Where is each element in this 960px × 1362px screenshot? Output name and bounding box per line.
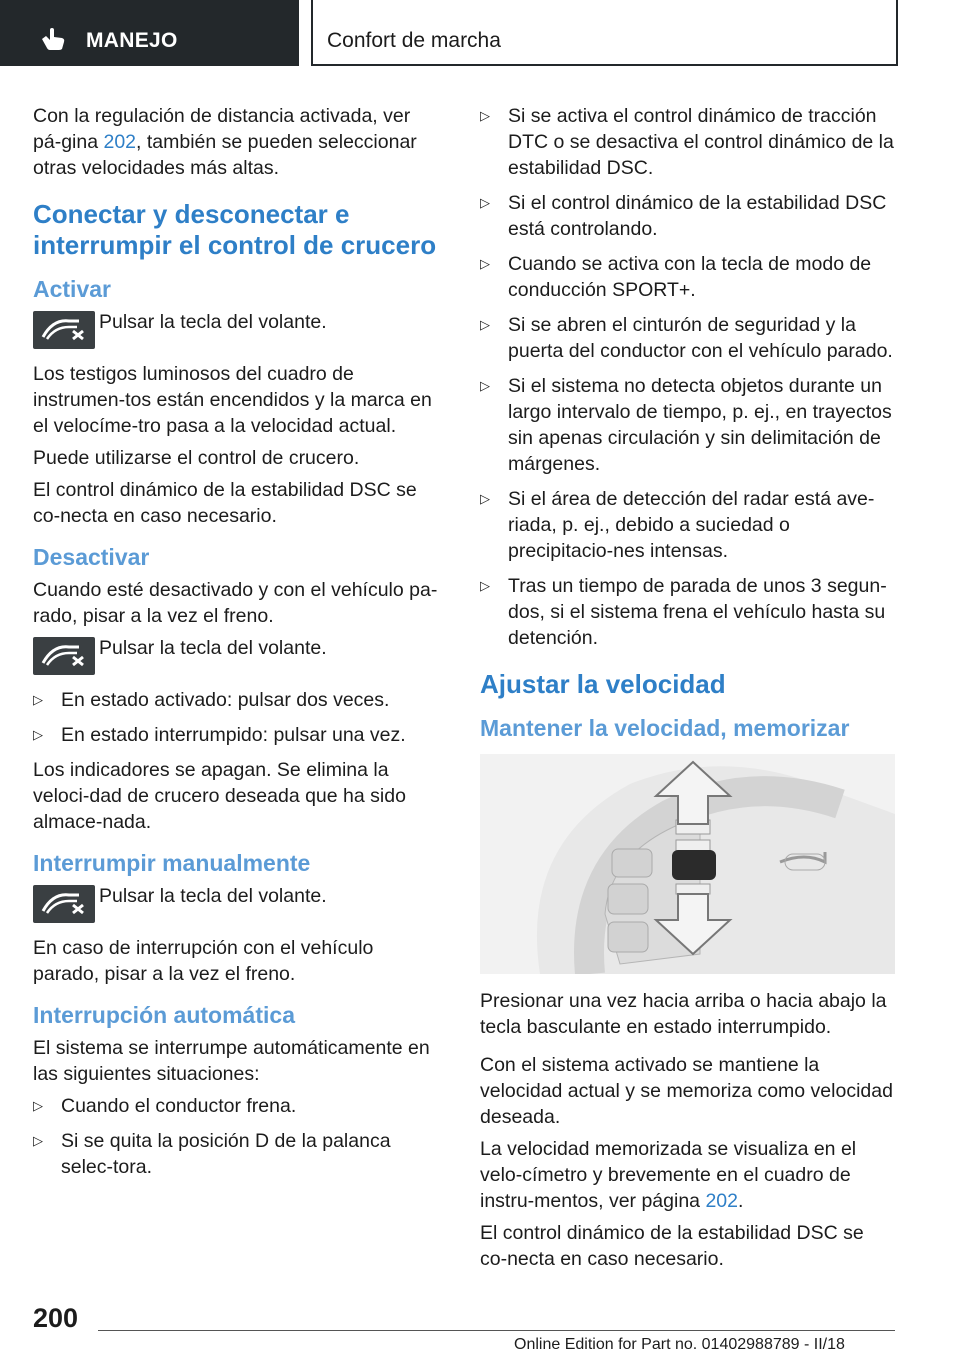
mantener-paragraph-3 (480, 1136, 896, 1214)
activar-paragraph-1: Los testigos luminosos del cuadro de instrumen-tos están encendidos y la marca en el velocíme-tro pasa a la velocidad actual. (33, 363, 432, 437)
cruise-control-key-icon (33, 311, 95, 349)
footer-edition: Online Edition for Part no. 01402988789 - II/18 (514, 1336, 845, 1353)
triangle-bullet-icon: ▷ (480, 108, 490, 123)
auto-paragraph: El sistema se interrumpe automáticamente en las siguientes situaciones: (33, 1037, 430, 1085)
hand-pointer-icon (40, 27, 66, 51)
triangle-bullet-icon: ▷ (480, 195, 490, 210)
list-item-text: Si el control dinámico de la estabilidad DSC está controlando. (508, 192, 887, 240)
right-column (480, 103, 896, 1278)
header-chapter-box (311, 0, 898, 66)
triangle-bullet-icon: ▷ (480, 317, 490, 332)
heading-mantener: Mantener la velocidad, memorizar (480, 715, 850, 741)
steering-wheel-illustration (480, 754, 895, 974)
list-item-text: En estado activado: pulsar dos veces. (61, 689, 390, 711)
list-item-text: Cuando se activa con la tecla de modo de conducción SPORT+. (508, 253, 872, 301)
list-item-text: Si se activa el control dinámico de tracción DTC o se desactiva el control dinámico de la estabilidad DSC. (508, 105, 894, 179)
key-instruction-desactivar (33, 635, 443, 675)
auto-list-right (480, 103, 896, 651)
activar-paragraph-2: Puede utilizarse el control de crucero. (33, 447, 360, 469)
triangle-bullet-icon: ▷ (33, 727, 43, 742)
footer-divider (98, 1330, 895, 1331)
key-instruction-text: Pulsar la tecla del volante. (99, 637, 327, 659)
heading-ajustar: Ajustar la velocidad (480, 669, 726, 699)
list-item (480, 312, 896, 364)
list-item-text: Si el área de detección del radar está ave-riada, p. ej., debido a suciedad o precipitacio-nes intensas. (508, 488, 875, 562)
list-item (480, 486, 896, 564)
triangle-bullet-icon: ▷ (33, 1133, 43, 1148)
mantener-paragraph-1: Presionar una vez hacia arriba o hacia abajo la tecla basculante en estado interrumpido. (480, 990, 887, 1038)
list-item (33, 687, 443, 713)
triangle-bullet-icon: ▷ (480, 256, 490, 271)
list-item-text: Tras un tiempo de parada de unos 3 segun-dos, si el sistema frena el vehículo hasta su detención. (508, 575, 887, 649)
mantener-paragraph-4: El control dinámico de la estabilidad DSC se co-necta en caso necesario. (480, 1222, 864, 1270)
triangle-bullet-icon: ▷ (33, 692, 43, 707)
heading-interrumpir: Interrumpir manualmente (33, 850, 311, 876)
heading-desactivar: Desactivar (33, 544, 150, 570)
list-item-text: Si se abren el cinturón de seguridad y la puerta del conductor con el vehículo parado. (508, 314, 893, 362)
heading-conectar: Conectar y desconectar e interrumpir el control de crucero (33, 199, 437, 260)
list-item (480, 190, 896, 242)
list-item-text: Cuando el conductor frena. (61, 1095, 297, 1117)
triangle-bullet-icon: ▷ (480, 578, 490, 593)
page-link[interactable]: 202 (705, 1190, 738, 1212)
list-item (480, 103, 896, 181)
paragraph-text: La velocidad memorizada se visualiza en el velo-címetro y brevemente en el cuadro de instru-mentos, ver página (480, 1138, 857, 1212)
list-item (480, 573, 896, 651)
list-item-text: Si se quita la posición D de la palanca selec-tora. (61, 1130, 391, 1178)
list-item (33, 722, 443, 748)
heading-interrupcion-automatica: Interrupción automática (33, 1002, 295, 1028)
intro-text-2: gina (61, 131, 104, 153)
list-item (480, 251, 896, 303)
intro-text-1: Con la regulación de distancia activada, ver pá- (33, 105, 411, 153)
key-instruction-activar (33, 309, 443, 349)
page-number: 200 (33, 1303, 79, 1333)
list-item (33, 1128, 443, 1180)
list-item (480, 373, 896, 477)
mantener-paragraph-2: Con el sistema activado se mantiene la velocidad actual y se memoriza como velocidad deseada. (480, 1054, 893, 1128)
triangle-bullet-icon: ▷ (33, 1098, 43, 1113)
cruise-control-key-icon (33, 637, 95, 675)
interrumpir-paragraph: En caso de interrupción con el vehículo parado, pisar a la vez el freno. (33, 937, 374, 985)
left-column (33, 103, 443, 1189)
cruise-control-key-icon (33, 885, 95, 923)
activar-paragraph-3: El control dinámico de la estabilidad DSC se co-necta en caso necesario. (33, 479, 417, 527)
triangle-bullet-icon: ▷ (480, 378, 490, 393)
list-item (33, 1093, 443, 1119)
auto-list-left (33, 1093, 443, 1180)
intro-text-3: , también se pueden seleccionar otras velocidades más altas. (33, 131, 417, 179)
page-link[interactable]: 202 (103, 131, 137, 153)
desactivar-paragraph-2: Los indicadores se apagan. Se elimina la veloci-dad de crucero deseada que ha sido almace-nada. (33, 759, 406, 833)
heading-activar: Activar (33, 276, 111, 302)
paragraph-text: . (738, 1190, 744, 1212)
intro-paragraph (33, 103, 443, 181)
header-section-tab (0, 0, 299, 66)
section-title: MANEJO (86, 29, 178, 52)
list-item-text: Si el sistema no detecta objetos durante un largo intervalo de tiempo, p. ej., en trayectos sin apenas circulación y sin delimitación de márgenes. (508, 375, 892, 475)
triangle-bullet-icon: ▷ (480, 491, 490, 506)
desactivar-list (33, 687, 443, 748)
key-instruction-text: Pulsar la tecla del volante. (99, 885, 327, 907)
key-instruction-text: Pulsar la tecla del volante. (99, 311, 327, 333)
chapter-title: Confort de marcha (327, 29, 501, 52)
list-item-text: En estado interrumpido: pulsar una vez. (61, 724, 406, 746)
key-instruction-interrumpir (33, 883, 443, 923)
desactivar-paragraph-1: Cuando esté desactivado y con el vehículo pa-rado, pisar a la vez el freno. (33, 579, 438, 627)
